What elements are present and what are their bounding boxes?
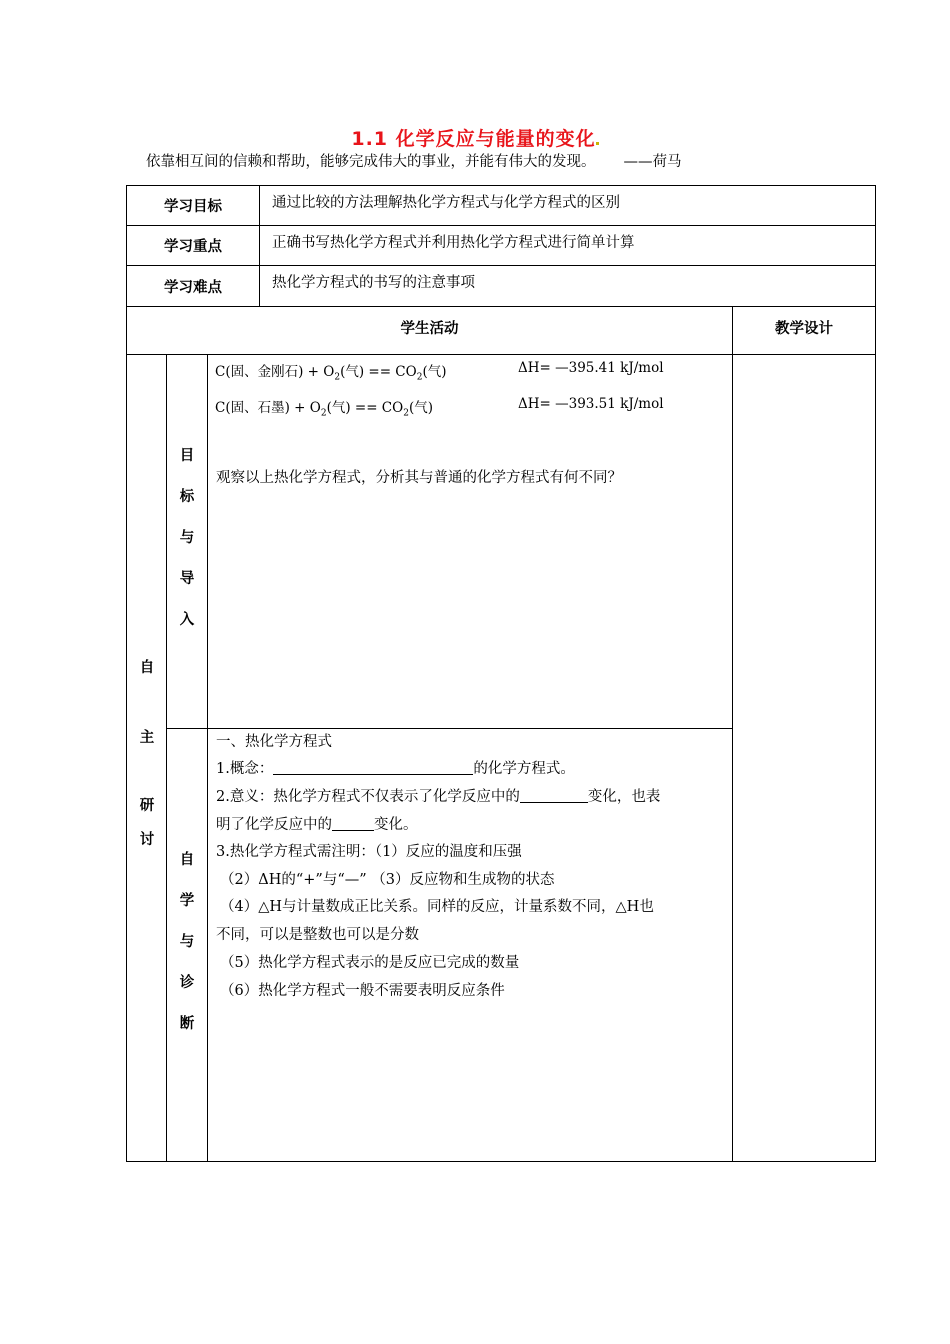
meaning-line-2: 明了化学反应中的 变化。 (216, 817, 418, 833)
quote-text: 依靠相互间的信赖和帮助，能够完成伟大的事业，并能有伟大的发现。 (146, 154, 596, 170)
question-text: 观察以上热化学方程式，分析其与普通的化学方程式有何不同？ (216, 470, 622, 486)
focus-label: 学习重点 (126, 225, 260, 266)
equation-graphite: C(固、石墨) + $O_2$(气) == $CO_2$(气) (215, 400, 433, 419)
section-heading: 一、热化学方程式 (216, 734, 332, 750)
difficulty-label: 学习难点 (126, 265, 260, 307)
equation-diamond: C(固、金刚石) + $O_2$(气) == $CO_2$(气) (215, 364, 447, 383)
item-4a: （4）△H与计量数成正比关系。同样的反应，计量系数不同，△H也 (220, 899, 654, 915)
quote (146, 150, 682, 171)
section-label: 自 主 研 讨 (139, 660, 155, 848)
meaning-line: 2.意义：热化学方程式不仅表示了化学反应中的 变化，也表 (216, 789, 661, 805)
part2-label: 自 学 与 诊 断 (179, 852, 195, 1032)
student-activity-header: 学生活动 (126, 306, 733, 355)
meaning-blank-1 (520, 788, 588, 803)
design-cell (732, 354, 876, 1162)
goal-value: 通过比较的方法理解热化学方程式与化学方程式的区别 (259, 185, 876, 226)
item-2: （2）ΔH的“+”与“—” （3）反应物和生成物的状态 (220, 872, 555, 888)
part1-label: 目 标 与 导 入 (179, 448, 195, 628)
meaning-blank-2 (332, 816, 374, 831)
highlight-mark (596, 142, 599, 145)
difficulty-value: 热化学方程式的书写的注意事项 (259, 265, 876, 307)
focus-value: 正确书写热化学方程式并利用热化学方程式进行简单计算 (259, 225, 876, 266)
equation-diamond-dh: ΔH= —395.41 kJ/mol (518, 360, 664, 376)
equation-graphite-dh: ΔH= —393.51 kJ/mol (518, 396, 664, 412)
quote-author: ——荷马 (623, 154, 682, 170)
page-title: 1.1 化学反应与能量的变化 (0, 124, 950, 151)
item-6: （6）热化学方程式一般不需要表明反应条件 (220, 983, 505, 999)
goal-label: 学习目标 (126, 185, 260, 226)
note-line: 3.热化学方程式需注明：（1）反应的温度和压强 (216, 844, 522, 860)
item-5: （5）热化学方程式表示的是反应已完成的数量 (220, 955, 520, 971)
teaching-design-header: 教学设计 (732, 306, 876, 355)
item-4b: 不同，可以是整数也可以是分数 (216, 927, 419, 943)
concept-line: 1.概念： 的化学方程式。 (216, 761, 575, 777)
concept-blank (273, 760, 473, 775)
